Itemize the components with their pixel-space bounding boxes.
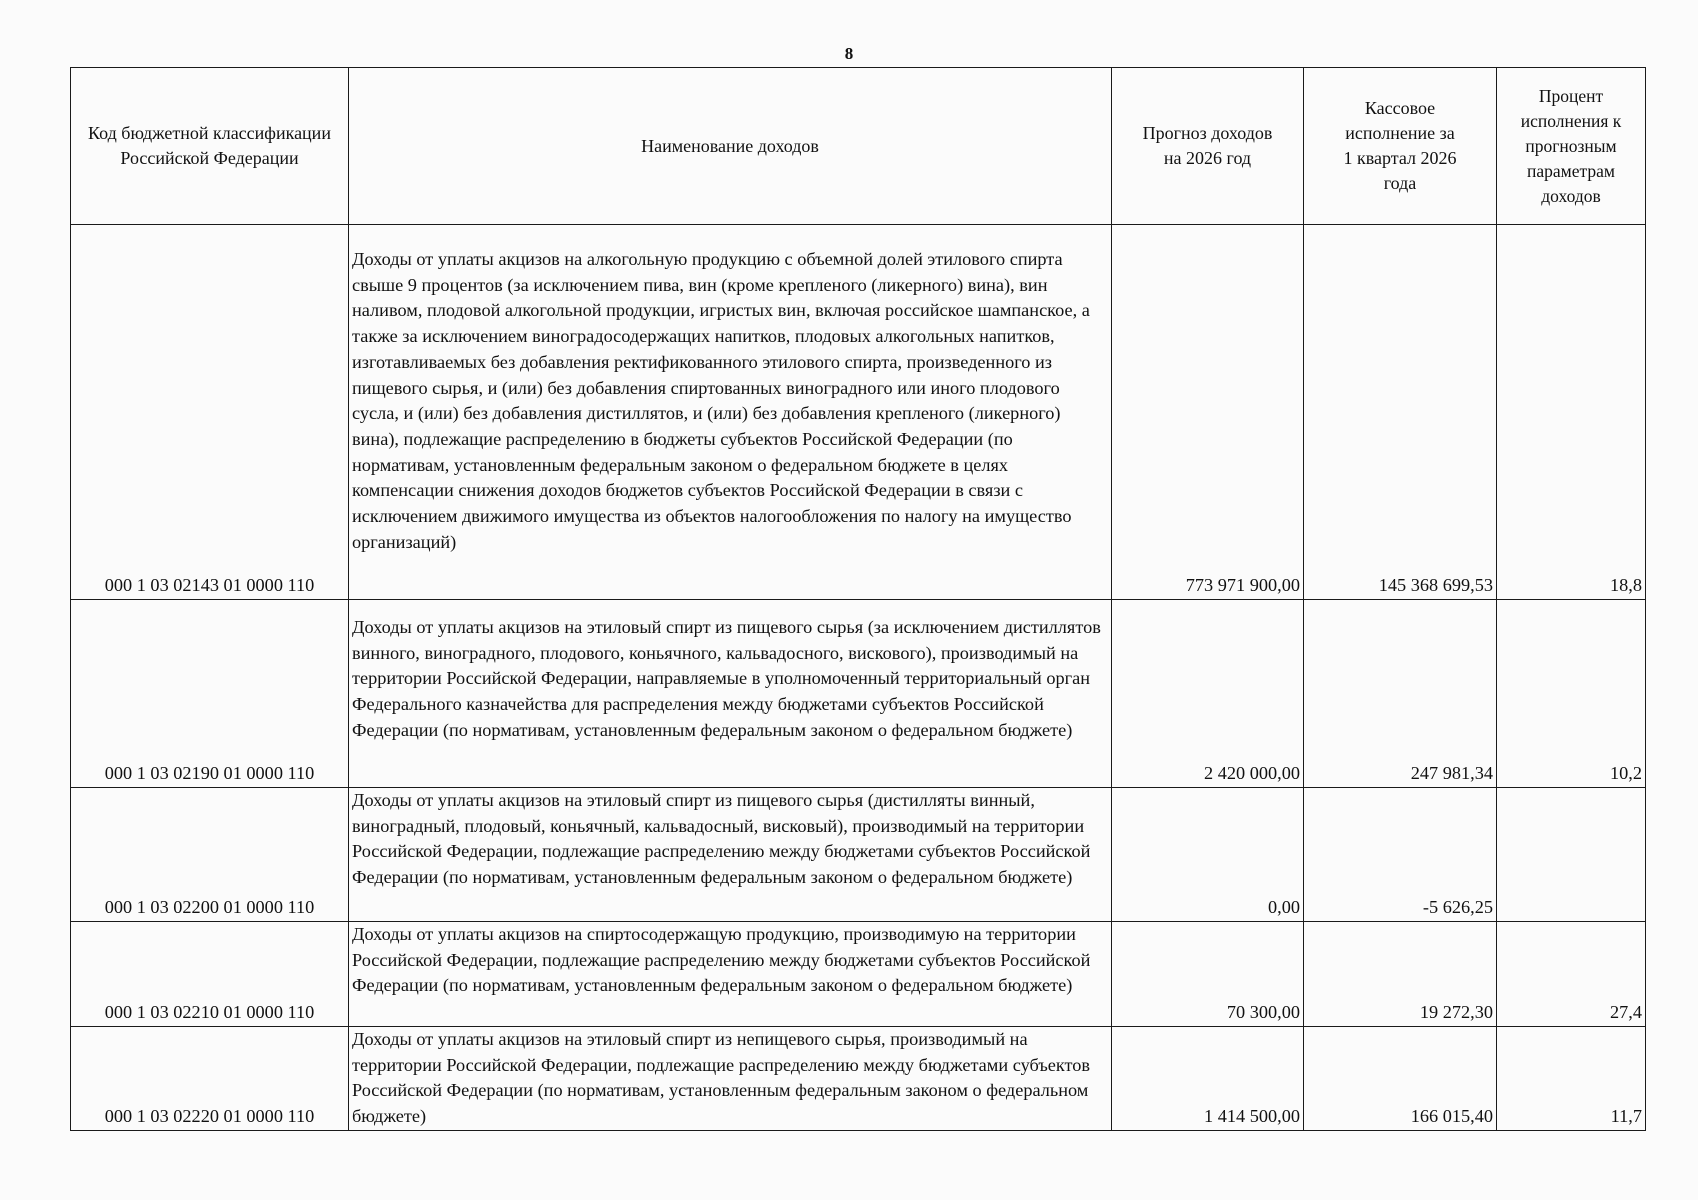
row-forecast: 2 420 000,00 — [1112, 600, 1304, 788]
row-name: Доходы от уплаты акцизов на алкогольную продукцию с объемной долей этилового спирта свыше 9 процентов (за исключением пива, вин (кроме крепленого (ликерного) вина), вин наливом, плодовой алкогольной продукции, игристых вин, включая российское шампанское, а также за исключением виноградосодержащих напитков, плодовых алкогольных напитков, изготавливаемых без добавления ректификованного этилового спирта, произведенного из пищевого сырья, и (или) без добавления спиртованных виноградного или иного плодового сусла, и (или) без добавления дистиллятов, и (или) без добавления крепленого (ликерного) вина), подлежащие распределению в бюджеты субъектов Российской Федерации (по нормативам, установленным федеральным законом о федеральном бюджете в целях компенсации снижения доходов бюджетов субъектов Российской Федерации в связи с исключением движимого имущества из объектов налогообложения по налогу на имущество организаций) — [349, 225, 1112, 600]
table-header-row — [71, 68, 1646, 225]
row-percent: 18,8 — [1497, 225, 1646, 600]
row-name: Доходы от уплаты акцизов на этиловый спирт из непищевого сырья, производимый на территории Российской Федерации, подлежащие распределению между бюджетами субъектов Российской Федерации (по нормативам, установленным федеральным законом о федеральном бюджете) — [349, 1027, 1112, 1131]
row-percent: 11,7 — [1497, 1027, 1646, 1131]
table-row — [71, 788, 1646, 922]
header-forecast: Прогноз доходов на 2026 год — [1112, 68, 1304, 225]
header-cash-execution: Кассовое исполнение за 1 квартал 2026 года — [1304, 68, 1497, 225]
row-code: 000 1 03 02143 01 0000 110 — [71, 225, 349, 600]
row-cash: 145 368 699,53 — [1304, 225, 1497, 600]
header-code: Код бюджетной классификации Российской Федерации — [71, 68, 349, 225]
row-name: Доходы от уплаты акцизов на этиловый спирт из пищевого сырья (за исключением дистиллятов винного, виноградного, плодового, коньячного, кальвадосного, вискового), производимый на территории Российской Федерации, направляемые в уполномоченный территориальный орган Федерального казначейства для распределения между бюджетами субъектов Российской Федерации (по нормативам, установленным федеральным законом о федеральном бюджете) — [349, 600, 1112, 788]
row-cash: 19 272,30 — [1304, 922, 1497, 1027]
table-row — [71, 922, 1646, 1027]
row-name: Доходы от уплаты акцизов на спиртосодержащую продукцию, производимую на территории Российской Федерации, подлежащие распределению между бюджетами субъектов Российской Федерации (по нормативам, установленным федеральным законом о федеральном бюджете) — [349, 922, 1112, 1027]
row-cash: -5 626,25 — [1304, 788, 1497, 922]
table-row — [71, 225, 1646, 600]
row-forecast: 773 971 900,00 — [1112, 225, 1304, 600]
revenue-table — [70, 67, 1646, 1131]
header-percent: Процент исполнения к прогнозным параметрам доходов — [1497, 68, 1646, 225]
row-cash: 166 015,40 — [1304, 1027, 1497, 1131]
header-name: Наименование доходов — [349, 68, 1112, 225]
row-forecast: 0,00 — [1112, 788, 1304, 922]
page-number: 8 — [844, 44, 854, 63]
row-percent: 10,2 — [1497, 600, 1646, 788]
row-percent — [1497, 788, 1646, 922]
row-percent: 27,4 — [1497, 922, 1646, 1027]
table-row — [71, 1027, 1646, 1131]
row-code: 000 1 03 02190 01 0000 110 — [71, 600, 349, 788]
row-code: 000 1 03 02220 01 0000 110 — [71, 1027, 349, 1131]
row-forecast: 1 414 500,00 — [1112, 1027, 1304, 1131]
row-cash: 247 981,34 — [1304, 600, 1497, 788]
row-name: Доходы от уплаты акцизов на этиловый спирт из пищевого сырья (дистилляты винный, виноградный, плодовый, коньячный, кальвадосный, висковый), производимый на территории Российской Федерации, подлежащие распределению между бюджетами субъектов Российской Федерации (по нормативам, установленным федеральным законом о федеральном бюджете) — [349, 788, 1112, 922]
row-code: 000 1 03 02200 01 0000 110 — [71, 788, 349, 922]
row-forecast: 70 300,00 — [1112, 922, 1304, 1027]
table-row — [71, 600, 1646, 788]
row-code: 000 1 03 02210 01 0000 110 — [71, 922, 349, 1027]
